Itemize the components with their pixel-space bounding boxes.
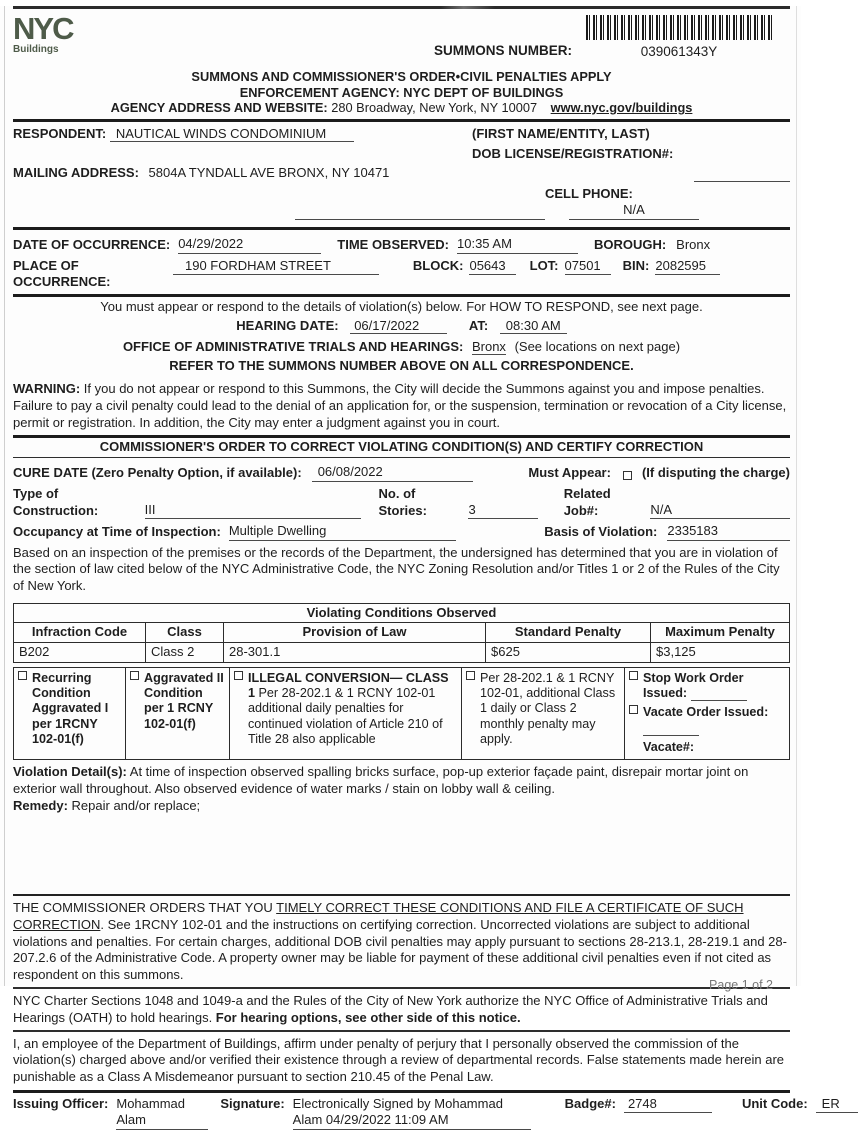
col-infraction-code: Infraction Code [14,623,146,643]
order-fields-section [13,458,790,601]
col-class: Class [146,623,224,643]
col-standard-penalty: Standard Penalty [486,623,651,643]
orders-issued-cell [625,667,790,760]
oath-office-label: OFFICE OF ADMINISTRATIVE TRIALS AND HEARINGS: [122,339,464,355]
summons-number-value: 039061343Y [640,44,718,59]
vacate-order-wrap [643,705,785,736]
bin-value: 2082595 [655,258,720,276]
vacate-order-checkbox[interactable] [629,705,638,714]
title-line-1: SUMMONS AND COMMISSIONER'S ORDER•CIVIL PENALTIES APPLY [191,69,612,84]
warning-label: WARNING: [13,381,81,397]
mailing-address-blank-row [13,203,545,220]
based-on-inspection-text: Based on an inspection of the premises or the records of the Department, the undersigned has determined that you are in violation of the section of law cited below of the NYC Administrative Code, the NYC Zoning Resolution and/or Titles 1 or 2 of the Rules of the City of New York. [13,544,780,594]
maximum-penalty-value: $3,125 [651,642,790,662]
badge-label: Badge#: [564,1095,616,1111]
commissioner-order-heading: COMMISSIONER'S ORDER TO CORRECT VIOLATING CONDITION(S) AND CERTIFY CORRECTION [99,439,704,455]
illegal-conversion-bold: ILLEGAL CONVERSION— CLASS 1 [248,670,449,700]
agency-address-line [13,100,790,116]
hearing-date-row [13,318,790,335]
class-value: Class 2 [146,642,224,662]
respondent-name: NAUTICAL WINDS CONDOMINIUM [110,126,354,142]
violation-details-text: At time of inspection observed spalling bricks surface, pop-up exterior façade paint, disrepair mortar joint on exterior wall throughout. Also observed evidence of water marks / stain on lobby wall & ceiling. [13,764,749,796]
block-value: 05643 [469,258,515,276]
bin-label: BIN: [622,257,650,273]
agency-address-label: AGENCY ADDRESS AND WEBSITE: [110,100,328,116]
warning-text: If you do not appear or respond to this Summons, the City will decide the Summons against you and impose penalties. Failure to pay a civil penalty could lead to the denial of an application for, or the suspension, termination or revocation of a City license, permit or registration. In addition, the City may enter a judgment against you in court. [13,381,787,430]
mailing-address-row [13,165,472,182]
refer-line: REFER TO THE SUMMONS NUMBER ABOVE ON ALL CORRESPONDENCE. [169,357,634,373]
violation-details-label: Violation Detail(s): [13,764,127,780]
hearing-date-value: 06/17/2022 [350,318,447,334]
aggravated-condition-checkbox[interactable] [130,671,139,680]
place-of-occurrence-value: 190 FORDHAM STREET [173,258,379,276]
agency-website-link[interactable]: www.nyc.gov/buildings [550,100,693,116]
summons-document [0,6,840,1128]
cure-date-row [13,464,790,482]
oath-location-row [13,339,790,356]
place-of-occurrence-row [13,258,790,291]
borough-label: BOROUGH: [593,236,667,252]
type-of-construction-value: III [145,502,361,520]
nyc-buildings-logo [13,11,73,57]
cure-date-value: 06/08/2022 [312,464,473,482]
document-page [4,6,840,1128]
buildings-logo-text: Buildings [13,43,59,55]
dob-license-row [472,146,790,181]
title-block [13,69,790,116]
construction-row [13,486,790,519]
vacate-number-label: Vacate#: [643,740,695,755]
aggravated-condition-cell [126,667,230,760]
summons-number-block [434,15,772,60]
blank-space [13,818,790,894]
hearing-date-label: HEARING DATE: [236,318,339,334]
must-appear-label: Must Appear: [528,465,611,481]
respondent-label: RESPONDENT: [13,125,107,141]
warning-paragraph [13,381,790,431]
violation-details-paragraph [13,764,790,814]
violations-table-header-row [14,623,790,643]
vacate-order-blank [643,724,699,736]
oath-paragraph [13,993,790,1026]
occupancy-value: Multiple Dwelling [229,523,457,541]
occupancy-label: Occupancy at Time of Inspection: [13,524,221,540]
additional-penalty-cell [462,667,625,760]
lot-value: 07501 [565,258,611,276]
summons-number-label: SUMMONS NUMBER: [434,43,572,58]
title-line-2: ENFORCEMENT AGENCY: NYC DEPT OF BUILDINGS [239,84,564,100]
unit-code-label: Unit Code: [741,1095,808,1111]
basis-of-violation-value: 2335183 [667,523,790,541]
mailing-address-blank-field [295,208,545,220]
signature-value: Electronically Signed by Mohammad Alam 04/29/2022 11:09 AM [293,1096,531,1130]
orders-suffix: . See 1RCNY 102-01 and the instructions on certifying correction. Uncorrected violations are subject to additional violations and penalties. For certain charges, additional DOB civil penalties may apply pursuant to sections 28-213.1, 28-219.1 and 28-207.2.6 of the Administrative Code. A property owner may be liable for payment of these additional civil penalties even if not cited as respondent on this summons. [13,916,787,982]
type-of-construction-label: Type of Construction: [13,485,99,518]
mailing-address-value: 5804A TYNDALL AVE BRONX, NY 10471 [148,165,390,181]
remedy-label: Remedy: [13,797,68,813]
barcode-stack [586,15,772,60]
barcode [586,15,772,40]
stop-work-order-checkbox[interactable] [629,671,638,680]
borough-value: Bronx [676,236,711,252]
cell-phone-value: N/A [569,202,699,220]
time-observed-value: 10:35 AM [457,236,578,254]
stop-work-order-wrap [643,671,785,702]
occurrence-date-row [13,236,790,254]
hearing-section [13,297,790,378]
violation-flags-table [13,667,790,761]
section-divider [13,987,790,989]
document-header [13,9,790,67]
section-divider [13,894,790,896]
oath-location-value: Bronx [471,339,506,355]
orders-underlined: TIMELY CORRECT THESE CONDITIONS AND FILE A CERTIFICATE OF SUCH CORRECTION [13,900,744,932]
commissioner-orders-paragraph [13,900,790,983]
cell-phone-row [545,186,790,220]
section-divider [13,1090,790,1093]
issuing-officer-label: Issuing Officer: [13,1095,109,1111]
recurring-condition-cell [14,667,126,760]
recurring-condition-checkbox[interactable] [18,671,27,680]
must-appear-checkbox[interactable] [623,471,632,480]
respondent-section [13,122,790,227]
stories-value: 3 [468,502,537,520]
provision-of-law-value: 28-301.1 [224,642,486,662]
appear-instruction-line: You must appear or respond to the details of violation(s) below. For HOW TO RESPOND, see next page. [100,298,703,314]
date-of-occurrence-value: 04/29/2022 [178,236,321,254]
unit-code-value: ER [816,1096,858,1114]
oath-text: NYC Charter Sections 1048 and 1049-a and the Rules of the City of New York authorize the NYC Office of Administrative Trials and Hearings (OATH) to hold hearings. [13,992,768,1025]
violating-conditions-table [13,603,790,663]
cure-date-label: CURE DATE (Zero Penalty Option, if available): [13,465,302,481]
additional-penalty-checkbox[interactable] [466,671,475,680]
issuing-officer-name: Mohammad Alam [116,1096,208,1130]
signature-label: Signature: [220,1095,285,1111]
respondent-row [13,126,472,143]
hearing-at-label: AT: [468,318,489,334]
basis-of-violation-label: Basis of Violation: [544,524,658,540]
hearing-time-value: 08:30 AM [500,318,567,334]
recurring-condition-label: Recurring Condition Aggravated I per 1RCNY 102-01(f) [32,670,109,747]
oath-bold-text: For hearing options, see other side of this notice. [215,1009,521,1025]
stop-work-order-label: Stop Work Order Issued: [643,670,744,700]
place-of-occurrence-label: PLACE OF OCCURRENCE: [13,257,111,290]
vacate-order-label: Vacate Order Issued: [643,705,769,720]
infraction-code-value: B202 [14,642,146,662]
illegal-conversion-text [248,671,457,748]
badge-value: 2748 [624,1096,712,1114]
affirmation-paragraph: I, an employee of the Department of Buildings, affirm under penalty of perjury that I personally observed the commission of the violation(s) charged above and/or verified their existence through a review of departmental records. False statements made herein are punishable as a Class A Misdemeanor pursuant to section 210.45 of the Penal Law. [13,1035,785,1084]
occupancy-row [13,523,790,541]
agency-address-value: 280 Broadway, New York, NY 10007 [331,100,538,116]
illegal-conversion-checkbox[interactable] [234,671,243,680]
additional-penalty-text: Per 28-202.1 & 1 RCNY 102-01, additional Class 1 daily or Class 2 monthly penalty may apply. [480,670,616,747]
section-divider [13,1030,790,1032]
cell-phone-label: CELL PHONE: [545,185,633,201]
col-maximum-penalty: Maximum Penalty [651,623,790,643]
time-observed-label: TIME OBSERVED: [337,236,449,252]
stories-label: No. of Stories: [378,485,427,518]
stop-work-order-blank [691,689,747,701]
violation-data-row [14,642,790,662]
page-number: Page 1 of 2 [709,978,773,992]
block-label: BLOCK: [412,257,464,273]
related-job-label: Related Job#: [563,485,611,518]
orders-prefix: THE COMMISSIONER ORDERS THAT YOU [13,900,277,916]
must-appear-note: (If disputing the charge) [641,465,790,481]
violations-table-title: Violating Conditions Observed [14,603,790,623]
illegal-conversion-cell [230,667,462,760]
remedy-text: Repair and/or replace; [67,797,201,813]
occurrence-section [13,230,790,294]
lot-label: LOT: [529,257,559,273]
oath-location-note: (See locations on next page) [514,339,681,355]
respondent-name-hint: (FIRST NAME/ENTITY, LAST) [472,125,650,141]
nyc-logo-text: NYC [13,11,73,46]
dob-license-label: DOB LICENSE/REGISTRATION#: [472,146,674,162]
standard-penalty-value: $625 [486,642,651,662]
aggravated-condition-label: Aggravated II Condition per 1 RCNY 102-01(f) [144,670,224,731]
issuing-officer-row [13,1095,840,1130]
mailing-address-label: MAILING ADDRESS: [13,165,139,181]
date-of-occurrence-label: DATE OF OCCURRENCE: [13,236,171,252]
col-provision-of-law: Provision of Law [224,623,486,643]
related-job-value: N/A [650,502,790,520]
illegal-conversion-rest: Per 28-202.1 & 1 RCNY 102-01 additional daily penalties for continued violation of Article 210 of Title 28 also applicable [248,685,443,747]
dob-license-blank-field [694,170,790,182]
